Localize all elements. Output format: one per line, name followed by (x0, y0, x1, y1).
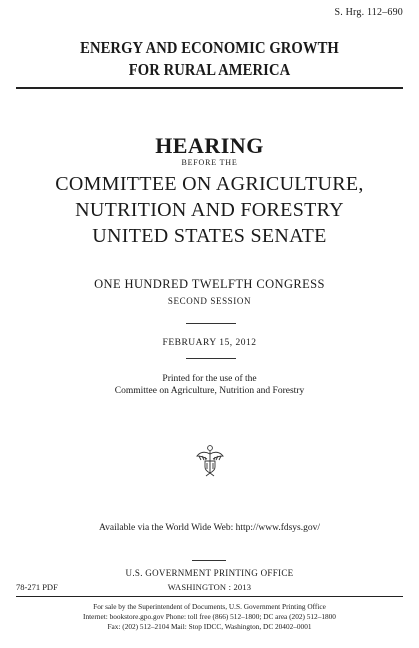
printed-for-line-1: Printed for the use of the (162, 374, 257, 384)
title-line-2: FOR RURAL AMERICA (128, 60, 291, 79)
sale-info-line-3: Fax: (202) 512–2104 Mail: Stop IDCC, Washington, DC 20402–0001 (107, 622, 312, 631)
place-year-text: WASHINGTON : 2013 (167, 582, 252, 592)
short-divider-2 (186, 358, 236, 359)
gpo-eagle-seal-icon (195, 443, 225, 477)
short-divider-3 (192, 560, 226, 561)
hearing-date: FEBRUARY 15, 2012 (162, 338, 257, 348)
sale-info-line-2: Internet: bookstore.gpo.gov Phone: toll free (866) 512–1800; DC area (202) 512–1800 (83, 612, 336, 621)
top-divider (16, 87, 403, 89)
before-the-text: BEFORE THE (181, 158, 238, 167)
availability-text: Available via the World Wide Web: http://www.fdsys.gov/ (98, 523, 321, 533)
pdf-number: 78-271 PDF (16, 582, 58, 592)
committee-line-2: NUTRITION AND FORESTRY (75, 199, 344, 221)
session-text: SECOND SESSION (167, 296, 252, 306)
hearing-number: S. Hrg. 112–690 (334, 7, 403, 18)
bottom-divider (16, 596, 403, 597)
publisher-text: U.S. GOVERNMENT PRINTING OFFICE (125, 568, 294, 578)
printed-for-line-2: Committee on Agriculture, Nutrition and Forestry (114, 386, 305, 396)
sale-info-line-1: For sale by the Superintendent of Documents, U.S. Government Printing Office (93, 602, 326, 611)
hearing-heading: HEARING (155, 133, 264, 158)
committee-line-3: UNITED STATES SENATE (92, 225, 327, 247)
short-divider-1 (186, 323, 236, 324)
title-line-1: ENERGY AND ECONOMIC GROWTH (80, 38, 339, 57)
committee-line-1: COMMITTEE ON AGRICULTURE, (55, 173, 364, 195)
congress-text: ONE HUNDRED TWELFTH CONGRESS (94, 277, 325, 291)
